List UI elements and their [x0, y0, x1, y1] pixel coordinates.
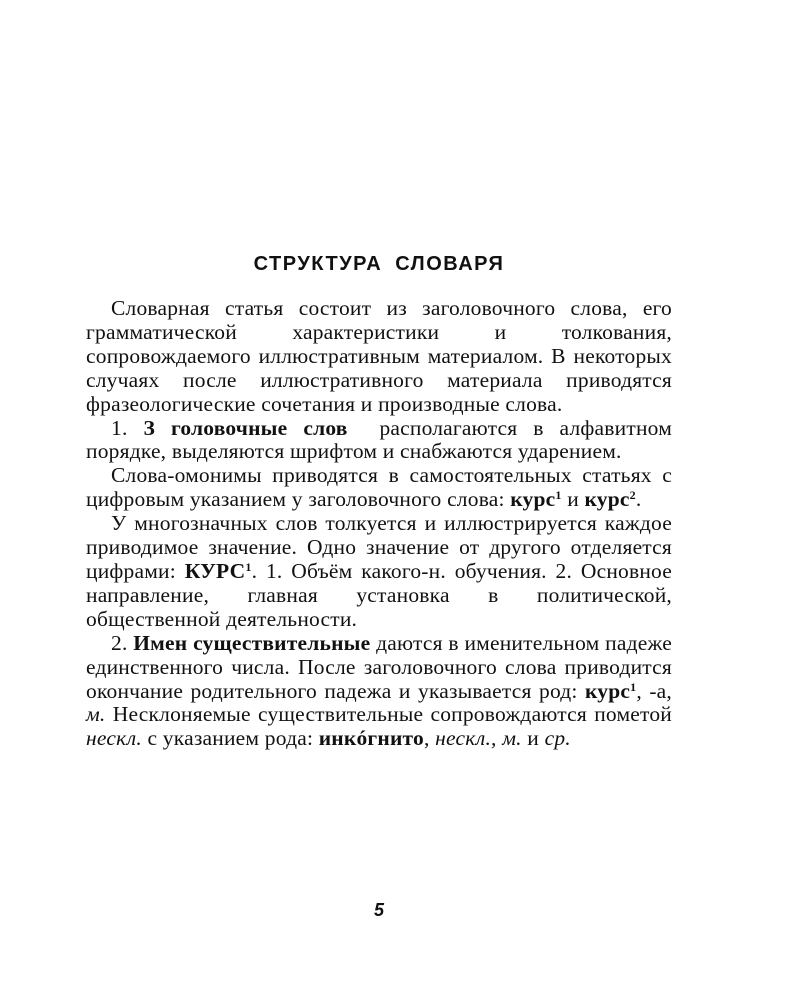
- homonym-index: 2: [629, 488, 636, 503]
- example-word: курс: [585, 678, 631, 703]
- body-text: [86, 297, 672, 751]
- paragraph-headwords: [86, 417, 672, 465]
- paragraph-text: располагаются в алфавитном порядке, выделяются шрифтом и снабжаются ударением.: [86, 415, 672, 464]
- homonym-index: 1: [555, 488, 562, 503]
- homonym-index: 1: [630, 679, 637, 694]
- paragraph-text: , -а,: [636, 678, 672, 703]
- paragraph-intro: Словарная статья состоит из заголовочного слова, его грамматической характеристики и толкования, сопровождаемого иллюстративным материалом. В некоторых случаях после иллюстративного материала приводятся фразеологические сочетания и производные слова.: [86, 296, 672, 416]
- paragraph-text: . 1. Объём какого-н. обучения. 2. Основное направление, главная установка в политической, общественной деятельности.: [86, 558, 672, 631]
- punctuation: .: [635, 487, 642, 512]
- example-word: инкóгнито: [318, 726, 424, 751]
- homonym-index: 1: [245, 559, 252, 574]
- label-mark: нескл.: [86, 726, 142, 751]
- page-number: 5: [373, 900, 384, 920]
- bold-term: З головочные слов: [143, 415, 348, 440]
- item-number: 1.: [111, 415, 128, 440]
- example-word: курс: [584, 487, 630, 512]
- paragraph-text: Несклоняемые существительные сопровождаются пометой: [112, 702, 672, 727]
- label-mark: нескл., м.: [435, 726, 522, 751]
- paragraph-nouns: [86, 632, 672, 752]
- gender-mark: м.: [86, 702, 106, 727]
- paragraph-text: с указанием рода:: [147, 726, 314, 751]
- paragraph-text: Слова-омонимы приводятся в самостоятельных статьях с цифровым указанием у заголовочного слова:: [86, 463, 672, 512]
- item-number: 2.: [111, 630, 128, 655]
- example-headword: КУРС: [184, 558, 246, 583]
- label-mark: ср.: [544, 726, 571, 751]
- page-title: СТРУКТУРА СЛОВАРЯ: [253, 253, 505, 275]
- paragraph-polysemy: [86, 512, 672, 632]
- example-word: курс: [510, 487, 556, 512]
- paragraph-homonyms: [86, 464, 672, 512]
- paragraph-text: даются в именительном падеже единственного числа. После заголовочного слова приводится окончание родительного падежа и указывается род:: [86, 630, 672, 703]
- conjunction: и: [527, 726, 539, 751]
- conjunction: и: [567, 487, 579, 512]
- bold-term: Имен существительные: [133, 630, 371, 655]
- paragraph-text: У многозначных слов толкуется и иллюстрируется каждое приводимое значение. Одно значение от другого отделяется цифрами:: [86, 511, 672, 583]
- punctuation: ,: [423, 726, 430, 751]
